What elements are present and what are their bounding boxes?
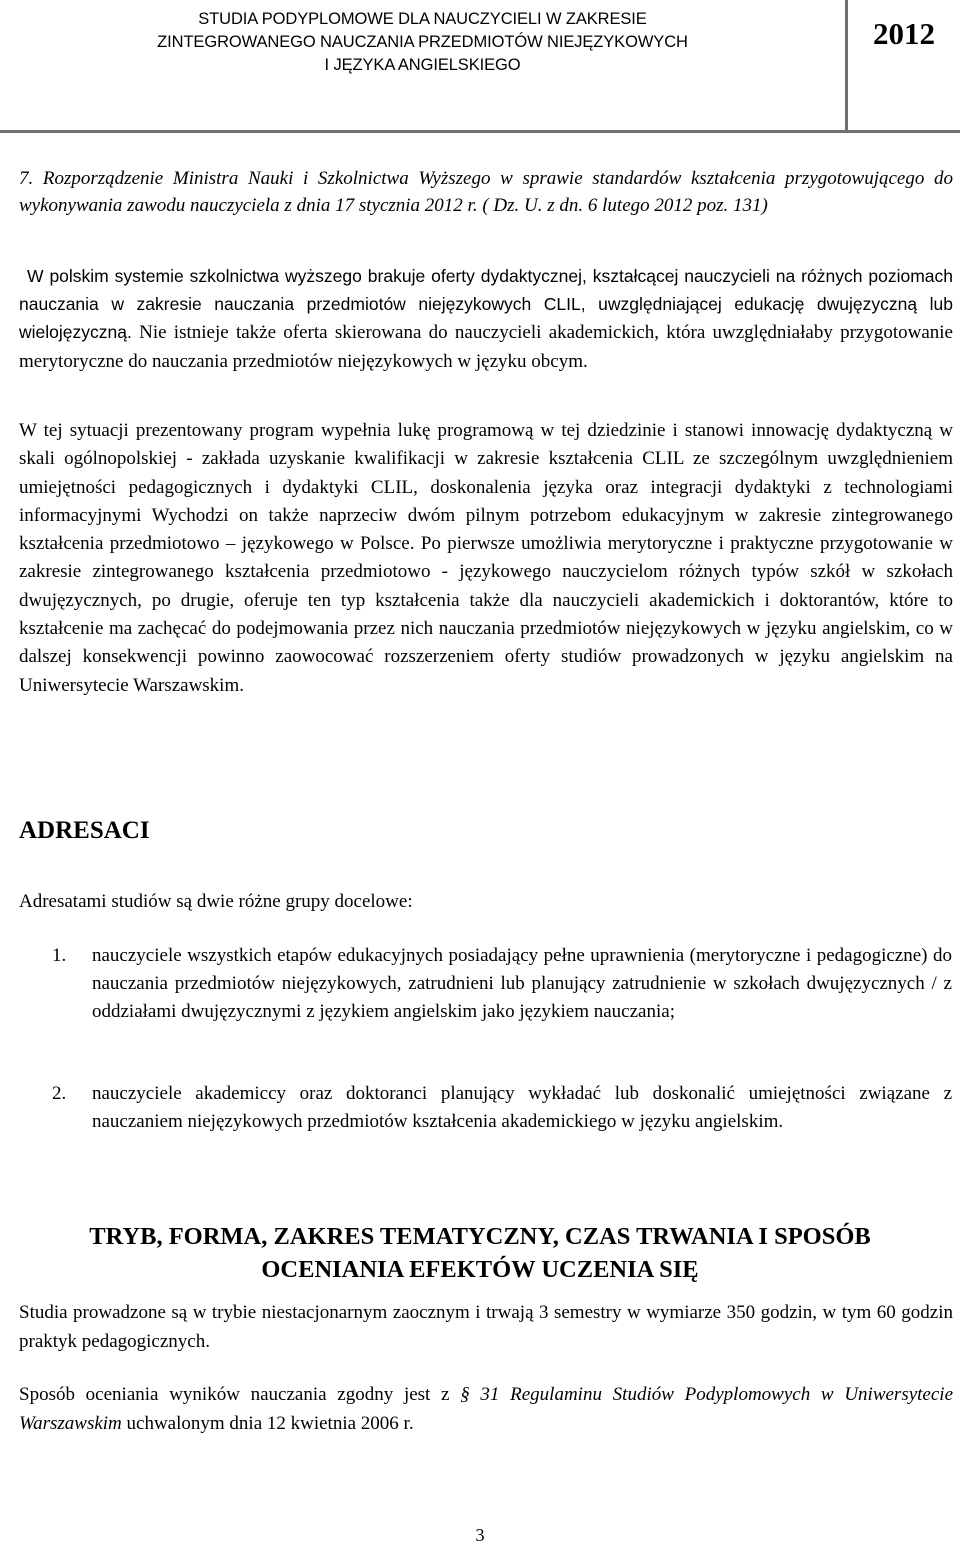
header-year: 2012 <box>873 16 935 51</box>
header-line-3: I JĘZYKA ANGIELSKIEGO <box>324 56 521 74</box>
paragraph-clil-gap-part-2: Nie istnieje także oferta skierowana do nauczycieli akademickich, która uwzględniałaby przygotowanie merytoryczne do nauczania przedmiotów niejęzykowych w języku obcym. <box>19 322 953 372</box>
page-number: 3 <box>475 1525 485 1545</box>
section-7-regulation: 7. Rozporządzenie Ministra Nauki i Szkolnictwa Wyższego w sprawie standardów kształcenia przygotowującego do wykonywania zawodu nauczyciela z dnia 17 stycznia 2012 r. ( Dz. U. z dn. 6 lutego 2012 poz. 131) <box>19 168 953 217</box>
header-title <box>0 8 845 77</box>
list-item-text: nauczyciele wszystkich etapów edukacyjnych posiadający pełne uprawnienia (merytoryczne i pedagogiczne) do nauczania przedmiotów niejęzykowych, zatrudnieni lub planujący zatrudnienie w szkołach dwujęzycznych / z oddziałami dwujęzycznymi z językiem angielskim jako językiem nauczania; <box>92 945 952 1022</box>
heading-tryb <box>0 1220 960 1286</box>
list-item-number: 1. <box>52 945 67 966</box>
paragraph-clil-gap <box>19 262 953 376</box>
heading-adresaci: ADRESACI <box>19 817 150 844</box>
paragraph-program-innovation: W tej sytuacji prezentowany program wypełnia lukę programową w tej dziedzinie i stanowi innowację dydaktyczną w skali ogólnopolskiej - zakłada uzyskanie kwalifikacji w zakresie kształcenia CLIL ze szczególnym uwzględnieniem umiejętności pedagogicznych i dydaktyki CLIL, doskonalenia języka oraz integracji dydaktyki z technologiami informacyjnymi Wychodzi on także naprzeciw dwóm pilnym potrzebom edukacyjnym w zakresie zintegrowanego kształcenia przedmiotowo – językowego w Polsce. Po pierwsze umożliwia merytoryczne i praktyczne przygotowanie w zakresie zintegrowanego kształcenia przedmiotowo - językowego nauczycielom różnych typów szkół w szkołach dwujęzycznych, po drugie, oferuje ten typ kształcenia także dla nauczycieli akademickich i doktorantów, które to kształcenie ma zachęcać do podejmowania przez nich nauczania przedmiotów niejęzykowych w języku angielskim, co w dalszej konsekwencji powinno zaowocować rozszerzeniem oferty studiów prowadzonych w języku angielskim na Uniwersytecie Warszawskim. <box>19 420 953 696</box>
paragraph-clil-gap-part-1: W polskim systemie szkolnictwa wyższego brakuje oferty dydaktycznej, kształcącej nauczycieli na różnych poziomach nauczania w zakresie nauczania przedmiotów niejęzykowych CLIL, uwzględniającej edukację dwujęzyczną lub wielojęzyczną. <box>19 266 953 342</box>
paragraph-assessment <box>19 1380 953 1438</box>
heading-tryb-line-1: TRYB, FORMA, ZAKRES TEMATYCZNY, CZAS TRWANIA I SPOSÓB <box>89 1223 871 1250</box>
adresaci-intro: Adresatami studiów są dwie różne grupy docelowe: <box>19 891 413 912</box>
header-line-2: ZINTEGROWANEGO NAUCZANIA PRZEDMIOTÓW NIEJĘZYKOWYCH <box>157 33 688 51</box>
list-item-text: nauczyciele akademiccy oraz doktoranci planujący wykładać lub doskonalić umiejętności związane z nauczaniem niejęzykowych przedmiotów kształcenia akademickiego w języku angielskim. <box>92 1083 952 1132</box>
paragraph-assessment-part-1: Sposób oceniania wyników nauczania zgodny jest z <box>19 1384 461 1405</box>
header-line-1: STUDIA PODYPLOMOWE DLA NAUCZYCIELI W ZAKRESIE <box>198 10 647 28</box>
list-item-number: 2. <box>52 1083 67 1104</box>
heading-tryb-line-2: OCENIANIA EFEKTÓW UCZENIA SIĘ <box>261 1256 699 1283</box>
paragraph-study-mode: Studia prowadzone są w trybie niestacjonarnym zaocznym i trwają 3 semestry w wymiarze 350 godzin, w tym 60 godzin praktyk pedagogicznych. <box>19 1302 953 1352</box>
paragraph-assessment-part-2: uchwalonym dnia 12 kwietnia 2006 r. <box>121 1413 414 1434</box>
header-horizontal-divider <box>0 130 960 133</box>
regulation-reference: § 31 Regulaminu Studiów Podyplomowych w Uniwersytecie Warszawskim <box>19 1384 953 1434</box>
